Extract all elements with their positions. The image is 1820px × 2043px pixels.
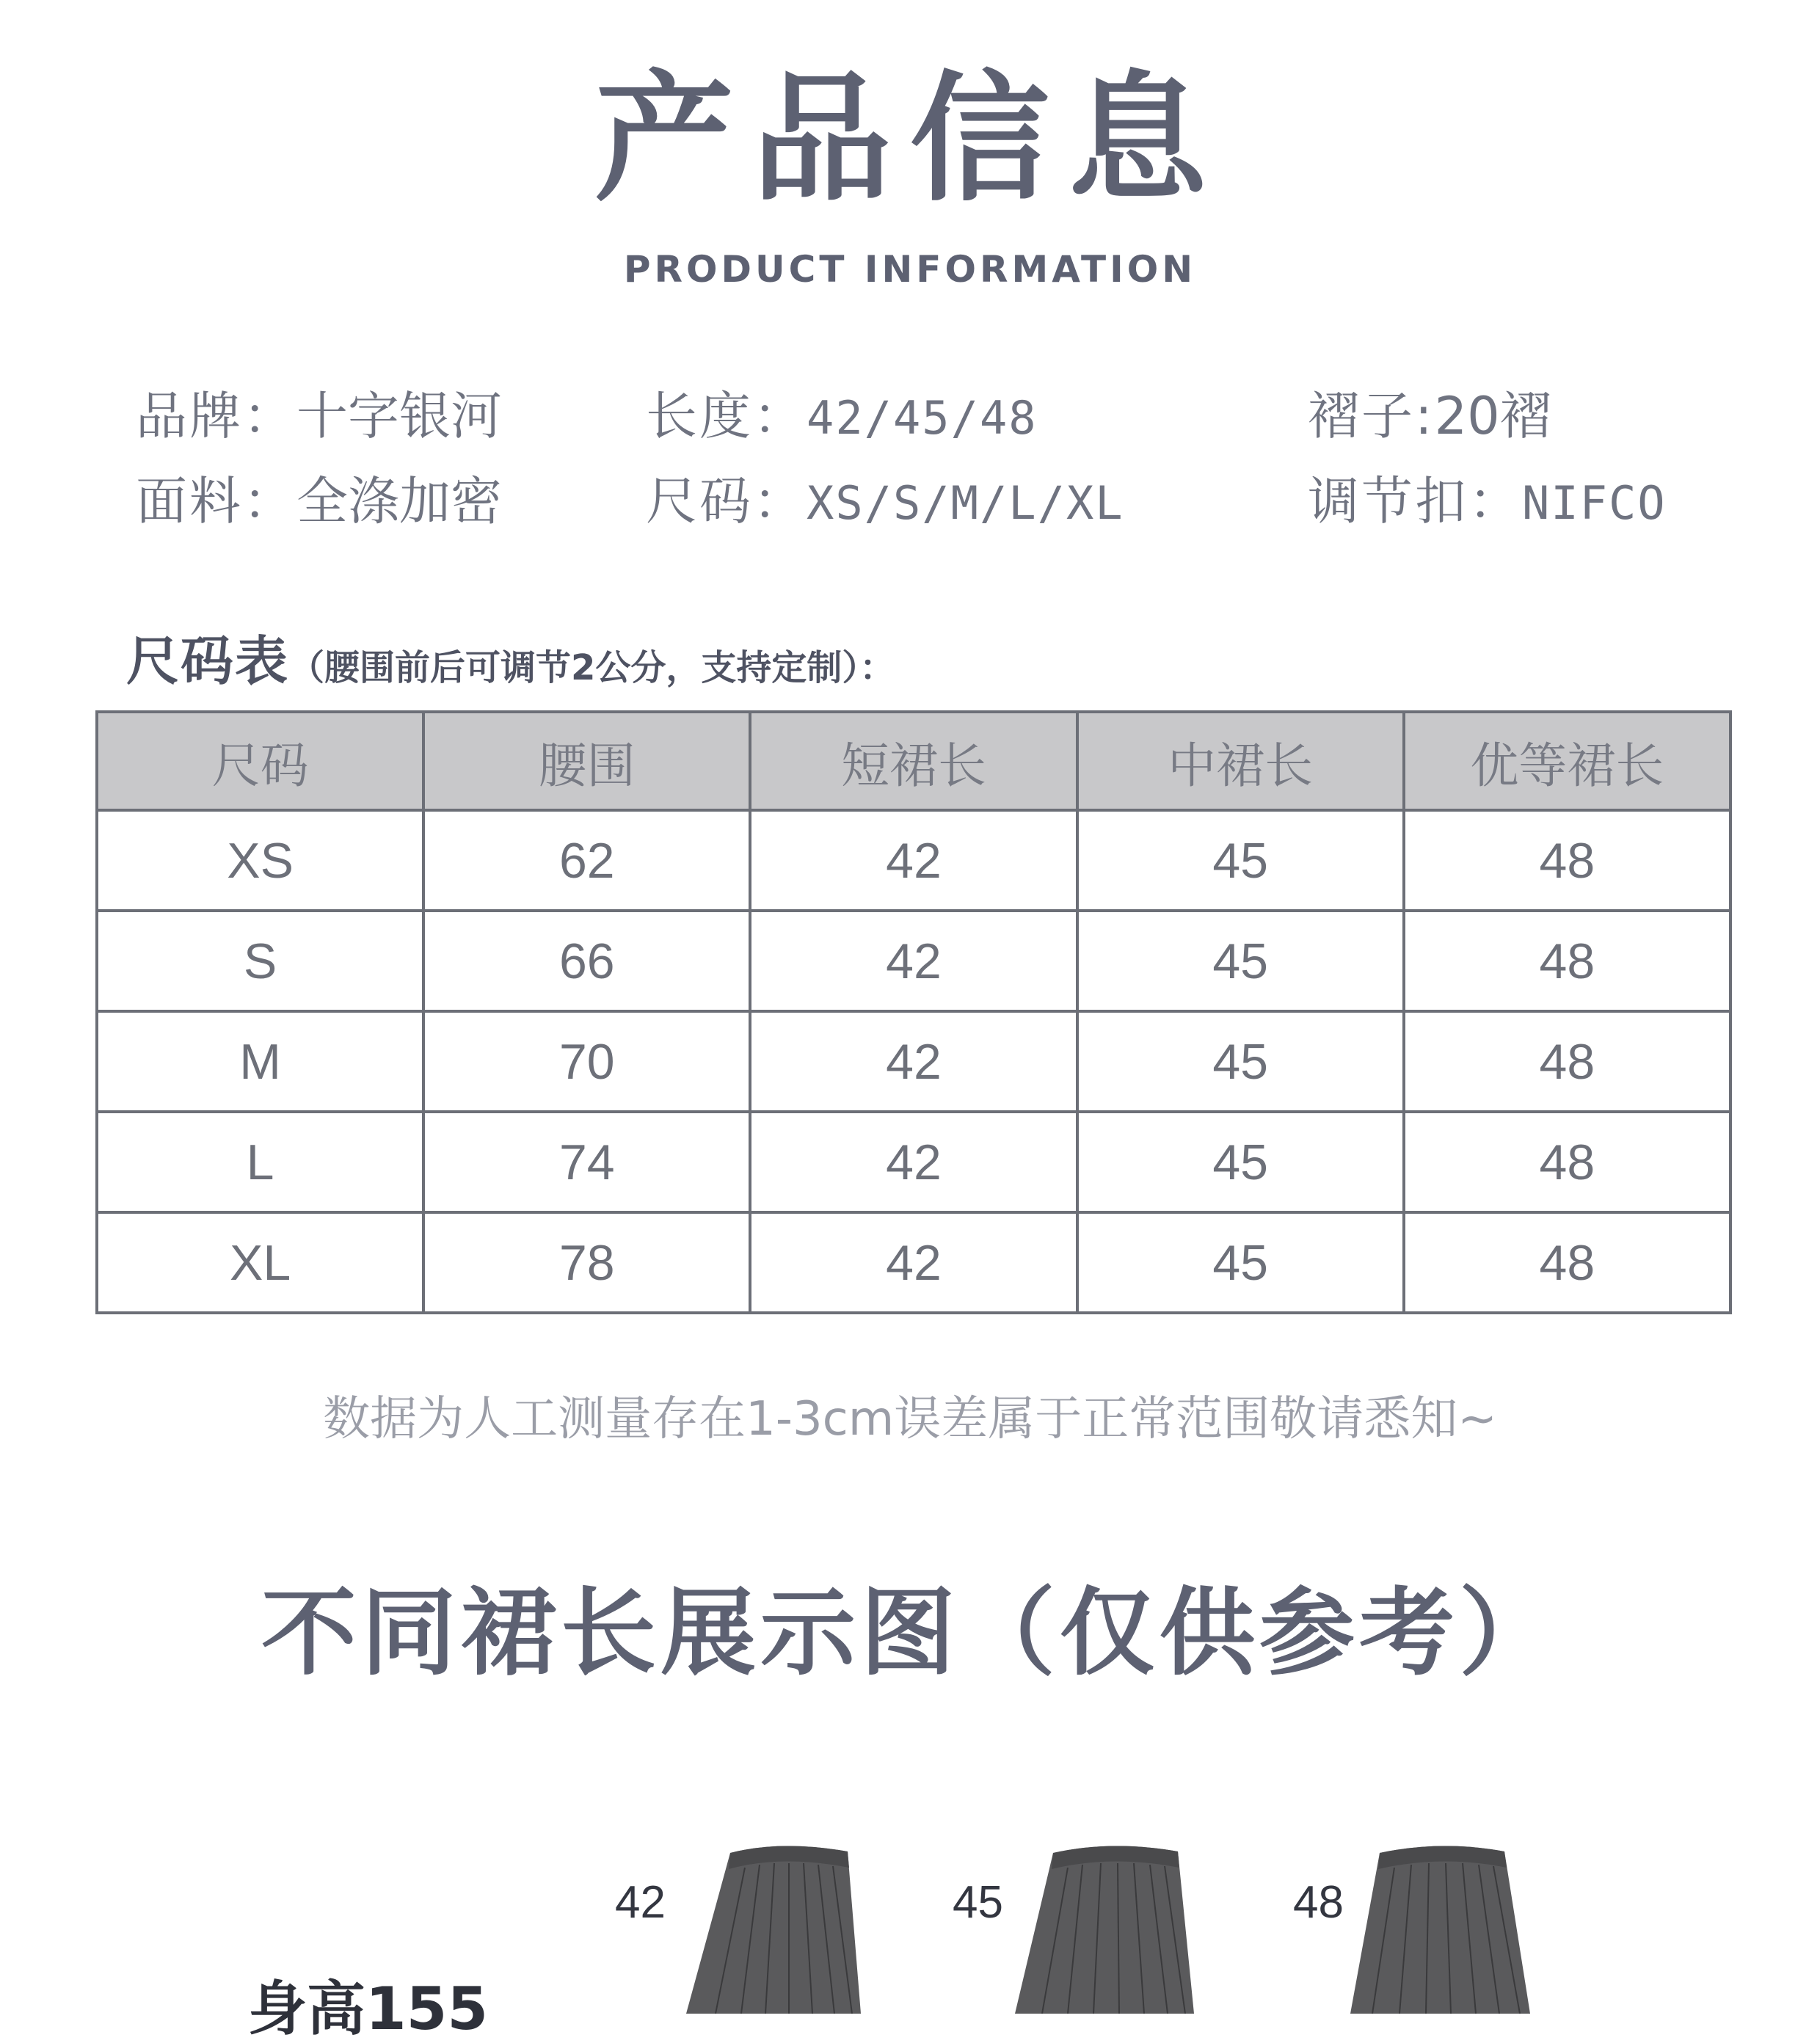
- skirt-illustration-45: [1009, 1838, 1215, 2014]
- buckle-label: 调节扣：: [1308, 471, 1522, 531]
- table-cell: 48: [1404, 1011, 1730, 1112]
- table-cell: 45: [1077, 1011, 1404, 1112]
- length-value: 42/45/48: [807, 391, 1038, 445]
- table-cell: 45: [1077, 1212, 1404, 1313]
- table-header-row: [97, 712, 1730, 810]
- table-cell: 70: [423, 1011, 750, 1112]
- pleats-info: [1308, 386, 1551, 446]
- length-label: 长度：: [646, 386, 807, 446]
- table-cell: 42: [750, 1212, 1077, 1313]
- buckle-value: NIFCO: [1522, 476, 1667, 530]
- pleats-value: 20褶: [1434, 386, 1551, 446]
- table-cell: 45: [1077, 1112, 1404, 1212]
- length-label-48: 48: [1293, 1877, 1344, 1928]
- table-cell: 48: [1404, 911, 1730, 1011]
- table-cell: 62: [423, 810, 750, 911]
- column-header: 短裙长: [750, 712, 1077, 810]
- buckle-info: [1308, 471, 1667, 531]
- column-header: 腰围: [423, 712, 750, 810]
- table-cell: 48: [1404, 810, 1730, 911]
- size-label: 尺码：: [646, 471, 807, 531]
- table-cell: 48: [1404, 1212, 1730, 1313]
- table-cell: 42: [750, 1011, 1077, 1112]
- pleats-label: 褶子:: [1308, 386, 1435, 446]
- column-header: 中裙长: [1077, 712, 1404, 810]
- size-chart-heading-note: （腰围前后可调节2公分，支持定制）：: [289, 647, 895, 688]
- table-cell: 45: [1077, 810, 1404, 911]
- table-row: [97, 1112, 1730, 1212]
- fabric-label: 面料：: [136, 471, 296, 531]
- page-title: 产品信息: [594, 58, 1226, 220]
- size-table: [95, 710, 1732, 1314]
- table-row: [97, 1011, 1730, 1112]
- model-height-label: 身高155: [248, 1975, 488, 2043]
- table-cell: 78: [423, 1212, 750, 1313]
- table-cell: XS: [97, 810, 423, 911]
- table-row: [97, 810, 1730, 911]
- page-subtitle: PRODUCT INFORMATION: [623, 248, 1197, 291]
- table-cell: 74: [423, 1112, 750, 1212]
- column-header: 尺码: [97, 712, 423, 810]
- fabric-value: 全涤加密: [296, 471, 502, 531]
- table-cell: S: [97, 911, 423, 1011]
- length-display-title: 不同裙长展示图（仅供参考）: [261, 1577, 1559, 1689]
- length-info: [646, 386, 1038, 446]
- brand-label: 品牌：: [136, 386, 296, 446]
- column-header: 优等裙长: [1404, 712, 1730, 810]
- measurement-note: 数据为人工测量存在1-3cm误差属于正常范围敬请悉知~: [323, 1392, 1497, 1446]
- size-value: XS/S/M/L/XL: [807, 476, 1124, 530]
- table-row: [97, 911, 1730, 1011]
- size-chart-title: 尺码表: [126, 630, 290, 692]
- skirt-illustration-42: [679, 1838, 884, 2014]
- table-cell: M: [97, 1011, 423, 1112]
- fabric-info: [136, 471, 502, 531]
- brand-info: [136, 386, 502, 446]
- skirt-illustration-48: [1347, 1838, 1552, 2014]
- length-label-42: 42: [615, 1877, 666, 1928]
- table-row: [97, 1212, 1730, 1313]
- table-cell: 66: [423, 911, 750, 1011]
- table-cell: 42: [750, 1112, 1077, 1212]
- brand-value: 十字银河: [296, 386, 502, 446]
- size-chart-heading: [126, 630, 895, 692]
- size-info: [646, 471, 1124, 531]
- table-cell: XL: [97, 1212, 423, 1313]
- table-cell: 45: [1077, 911, 1404, 1011]
- table-cell: 42: [750, 810, 1077, 911]
- table-cell: L: [97, 1112, 423, 1212]
- length-label-45: 45: [953, 1877, 1003, 1928]
- table-cell: 42: [750, 911, 1077, 1011]
- table-cell: 48: [1404, 1112, 1730, 1212]
